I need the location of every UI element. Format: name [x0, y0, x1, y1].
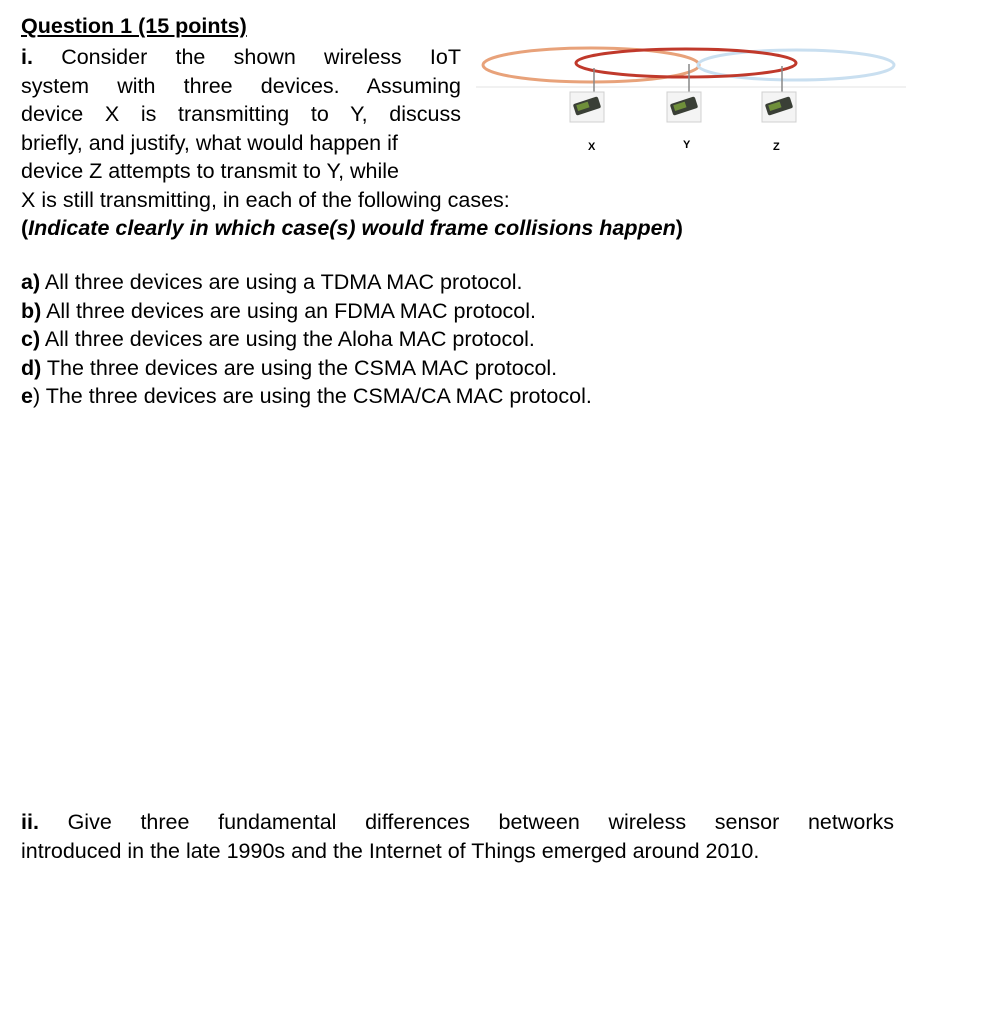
case-e: e) The three devices are using the CSMA/CA MAC protocol. — [21, 384, 592, 409]
collision-instruction: (Indicate clearly in which case(s) would frame collisions happen) — [21, 216, 683, 240]
cases-list — [21, 268, 592, 411]
case-d: d) The three devices are using the CSMA MAC protocol. — [21, 355, 558, 380]
device-x-icon — [570, 68, 604, 122]
case-a: a) All three devices are using a TDMA MAC protocol. — [21, 270, 523, 294]
part-i-line-4: briefly, and justify, what would happen if — [21, 130, 398, 155]
part-i-line-2: system with three devices. Assuming — [21, 73, 461, 98]
part-ii-number: ii. — [21, 810, 39, 834]
part-ii-line-1: ii. Give three fundamental differences between wireless sensor networks — [21, 810, 894, 834]
device-z-label: Z — [773, 141, 780, 153]
device-x-label: X — [588, 141, 596, 153]
device-y-label: Y — [683, 139, 691, 151]
part-i-line-6: X is still transmitting, in each of the following cases: — [21, 188, 510, 212]
part-ii-text — [21, 808, 894, 865]
question-title: Question 1 (15 points) — [21, 14, 247, 38]
collision-instruction-text: Indicate clearly in which case(s) would frame collisions happen — [28, 216, 676, 240]
part-i-line-5: device Z attempts to transmit to Y, while — [21, 159, 400, 184]
device-z-icon — [762, 66, 796, 122]
part-i-line-1: i. Consider the shown wireless IoT — [21, 45, 461, 69]
case-b: b) All three devices are using an FDMA MAC protocol. — [21, 298, 537, 323]
network-diagram — [476, 40, 906, 160]
part-i-line-3: device X is transmitting to Y, discuss — [21, 102, 461, 127]
part-i-number: i. — [21, 45, 33, 69]
part-i-text — [21, 43, 461, 186]
case-c: c) All three devices are using the Aloha MAC protocol. — [21, 327, 535, 352]
part-ii-line-2: introduced in the late 1990s and the Internet of Things emerged around 2010. — [21, 838, 760, 863]
